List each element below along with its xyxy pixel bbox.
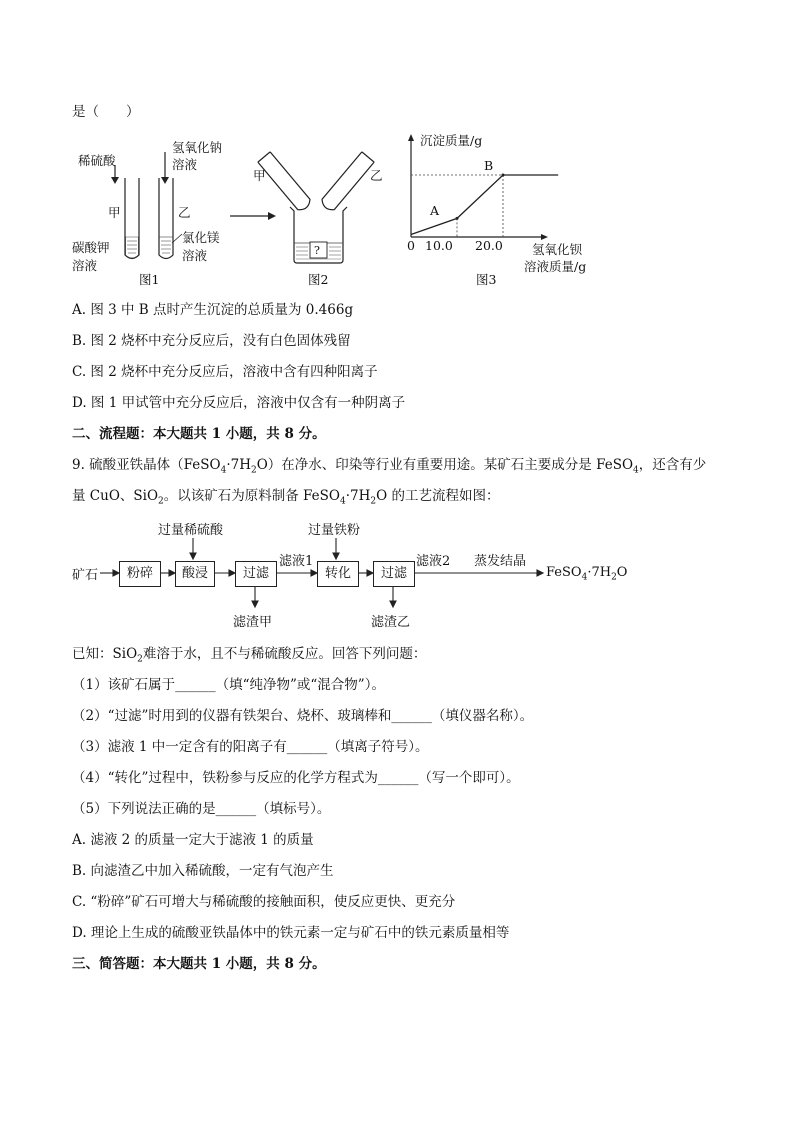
flow-reagent-acid: 过量稀硫酸 [158, 523, 224, 538]
fig1-bottom-right-line1: 氯化镁 [182, 230, 220, 245]
q5-option-d: D. 理论上生成的硫酸亚铁晶体中的铁元素一定与矿石中的铁元素质量相等 [72, 925, 510, 941]
flow-filtrate-2: 滤液2 [416, 554, 451, 569]
fig3-x-tick-2: 20.0 [475, 238, 503, 253]
fig1-reagent-right-line2: 溶液 [172, 157, 198, 172]
fig2-tube-right-label: 乙 [370, 168, 383, 183]
flow-box-filter-2: 过滤 [373, 561, 415, 587]
fig3-point-a [456, 217, 459, 220]
fig1-bottom-left-line1: 碳酸钾 [72, 240, 110, 255]
q5-option-b: B. 向滤渣乙中加入稀硫酸，一定有气泡产生 [72, 863, 334, 879]
option-c: C. 图 2 烧杯中充分反应后，溶液中含有四种阳离子 [72, 364, 378, 380]
option-a: A. 图 3 中 B 点时产生沉淀的总质量为 0.466g [72, 302, 354, 318]
fig3-point-b [502, 174, 505, 177]
fig1-caption: 图1 [139, 272, 160, 287]
fig1-reagent-left: 稀硫酸 [78, 153, 116, 168]
fig3-point-b-label: B [484, 158, 494, 173]
section-2-title: 二、流程题：本大题共 1 小题，共 8 分。 [72, 426, 326, 442]
option-b: B. 图 2 烧杯中充分反应后，没有白色固体残留 [72, 333, 351, 349]
fig3-y-axis-arrow [408, 134, 414, 141]
fig1-tube-left-label: 甲 [108, 205, 121, 220]
fig3-origin: 0 [407, 238, 415, 253]
flow-box-crush: 粉碎 [119, 561, 161, 587]
sub-question-5: （5）下列说法正确的是______（填标号）。 [72, 801, 331, 817]
flow-box-filter-1: 过滤 [235, 561, 277, 587]
fig1-bottom-left-line2: 溶液 [72, 258, 98, 273]
question-tail: 是（ ） [72, 104, 140, 120]
flow-residue-2: 滤渣乙 [371, 615, 411, 630]
flow-residue-1: 滤渣甲 [233, 615, 273, 630]
fig2-caption: 图2 [308, 272, 329, 287]
sub-question-3: （3）滤液 1 中一定含有的阳离子有______（填离子符号）。 [72, 739, 429, 755]
fig2-tube-left-label: 甲 [253, 168, 266, 183]
fig3-x-tick-1: 10.0 [425, 238, 453, 253]
flow-reagent-iron: 过量铁粉 [308, 523, 361, 538]
fig3-x-axis-label-line1: 氢氧化钡 [532, 242, 583, 257]
q5-option-c: C. “粉碎”矿石可增大与稀硫酸的接触面积，使反应更快、更充分 [72, 894, 456, 910]
sub-question-1: （1）该矿石属于______（填“纯净物”或“混合物”）。 [72, 677, 385, 693]
sub-question-4: （4）“转化”过程中，铁粉参与反应的化学方程式为______（写一个即可）。 [72, 770, 520, 786]
flow-box-convert: 转化 [317, 561, 359, 587]
option-d: D. 图 1 甲试管中充分反应后，溶液中仅含有一种阴离子 [72, 395, 406, 411]
flow-product: $FeSO_4\cdot 7H_2O$ [546, 565, 628, 583]
fig3-y-axis-label: 沉淀质量/g [420, 133, 483, 148]
section-3-title: 三、简答题：本大题共 1 小题，共 8 分。 [72, 956, 326, 972]
q9-intro-line2: 量 CuO、SiO$_2$。以该矿石为原料制备 $FeSO_4\cdot 7H_2O$ 的工艺流程如图： [72, 488, 500, 507]
fig3-x-axis-label-line2: 溶液质量/g [524, 259, 587, 274]
flow-start: 矿石 [72, 568, 99, 583]
sub-question-2: （2）“过滤”时用到的仪器有铁架台、烧杯、玻璃棒和______（填仪器名称）。 [72, 708, 534, 724]
fig3-point-a-label: A [430, 203, 440, 218]
fig1-reagent-right-line1: 氢氧化钠 [172, 140, 223, 155]
fig2-beaker-mark: ? [314, 244, 320, 257]
fig1-bottom-right-line2: 溶液 [182, 248, 208, 263]
q9-intro-line1: 9. 硫酸亚铁晶体$(FeSO_4\cdot 7H_2O)$在净水、印染等行业有重要用途。某矿石主要成分是 FeSO$_4$，还含有少 [72, 457, 707, 476]
fig3-caption: 图3 [476, 272, 497, 287]
q5-option-a: A. 滤液 2 的质量一定大于滤液 1 的质量 [72, 832, 314, 848]
flow-box-acid-leach: 酸浸 [175, 561, 215, 587]
known-info: 已知：SiO$_2$难溶于水，且不与稀硫酸反应。回答下列问题： [72, 646, 427, 665]
fig1-tube-right-label: 乙 [178, 205, 191, 220]
flow-filtrate-1: 滤液1 [279, 554, 314, 569]
flow-evaporate: 蒸发结晶 [474, 554, 527, 569]
